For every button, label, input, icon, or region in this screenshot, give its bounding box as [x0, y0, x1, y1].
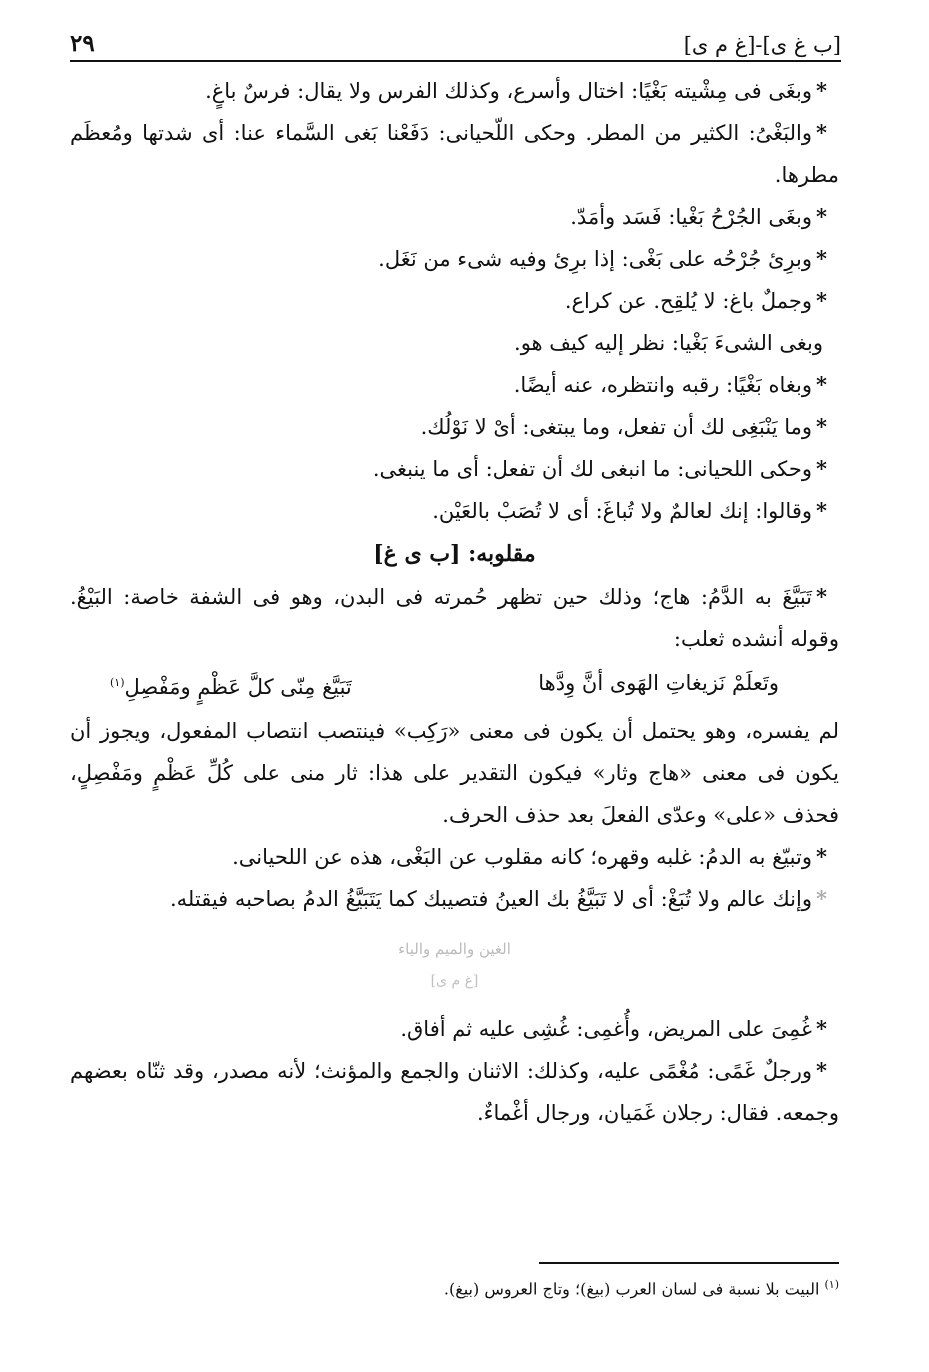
- entry-star: *: [816, 584, 827, 609]
- entry: [70, 448, 839, 490]
- entry: [70, 836, 839, 878]
- entry-text: والبَغْىُ: الكثير من المطر. وحكى اللّحيانى: دَفَعْنا بَغى السَّماء عنا: أى شدتها ومُعظَم مطرها.: [70, 121, 839, 187]
- entry-text: وما يَنْبَغِى لك أن تفعل، وما يبتغى: أىْ لا نَوْلُك.: [420, 415, 813, 439]
- spacer: [70, 920, 839, 932]
- entry-star: *: [816, 78, 827, 103]
- entry-text: وبرِئ جُرْحُه على بَغْى: إذا برِئ وفيه شىء من نَغَل.: [378, 247, 813, 271]
- footnote: [70, 1272, 839, 1302]
- footnote-rule: [539, 1262, 839, 1264]
- verse-second-hemistich-text: تَبَيَّغ مِنّى كلَّ عَظْمٍ ومَفْصِلِ: [124, 675, 352, 699]
- entry: [70, 364, 839, 406]
- entry-text: غُمِىَ على المريض، وأُغمِى: غُشِى عليه ثم أفاق.: [400, 1017, 813, 1041]
- entry-text: وبغاه بَغْيًا: رقبه وانتظره، عنه أيضًا.: [513, 373, 813, 397]
- entry-text: وبغَى الجُرْحُ بَغْيا: فَسَد وأمَدّ.: [570, 205, 813, 229]
- entry-star: *: [816, 204, 827, 229]
- verse-first-hemistich: وتَعلَمْ نَزيغاتِ الهَوى أنَّ وِدَّها: [538, 671, 779, 695]
- entry-star: *: [816, 1058, 827, 1083]
- entry-text: وتبيّغ به الدمُ: غلبه وقهره؛ كانه مقلوب عن البَغْى، هذه عن اللحيانى.: [232, 845, 813, 869]
- footnote-text: البيت بلا نسبة فى لسان العرب (بيغ)؛ وتاج العروس (بيغ).: [443, 1279, 820, 1299]
- entry-text: وجملٌ باغ: لا يُلقِح. عن كراع.: [564, 289, 813, 313]
- entry-star: *: [816, 246, 827, 271]
- entry-star: *: [816, 372, 827, 397]
- section-subheading: مقلوبه: [ب ى غ]: [373, 541, 536, 567]
- entry-star: *: [816, 456, 827, 481]
- spacer: [70, 996, 839, 1008]
- page-number: ٢٩: [70, 30, 95, 57]
- entry-text: وإنك عالم ولا تُبَغْ: أى لا تَبَيَّغُ بك العينُ فتصيبك كما يَتَبَيَّغُ الدمُ بصاحبه فيقتله.: [169, 887, 813, 911]
- entry-text: ورجلٌ غَمًى: مُغْمًى عليه، وكذلك: الاثنان والجمع والمؤنث؛ لأنه مصدر، وقد ثنّاه بعضهم وجمعه. فقال: رجلان غَمَيان، ورجال أغْماءٌ.: [70, 1059, 839, 1125]
- footnote-marker: (١): [824, 1278, 839, 1291]
- entry-text: وقالوا: إنك لعالمٌ ولا تُباغَ: أى لا تُصَبْ بالعَيْن.: [432, 499, 813, 523]
- entry-star: *: [816, 498, 827, 523]
- entry-star: *: [816, 1016, 827, 1041]
- running-head: [ب غ ى]-[غ م ى]: [683, 33, 841, 57]
- entry: [70, 406, 839, 448]
- entry: [70, 322, 839, 364]
- entry: [70, 576, 839, 660]
- entry-text: وبغى الشىءَ بَغْيا: نظر إليه كيف هو.: [514, 331, 823, 355]
- entry: [70, 112, 839, 196]
- entry-text: تَبَيَّغَ به الدَّمُ: هاج؛ وذلك حين تظهر حُمرته فى البدن، وهو فى الشفة خاصة: البَيْغُ. وقوله أنشده ثعلب:: [70, 585, 839, 651]
- entry: [70, 70, 839, 112]
- page-header: [70, 24, 841, 62]
- entry-text: وحكى اللحيانى: ما انبغى لك أن تفعل: أى ما ينبغى.: [372, 457, 813, 481]
- entry-star: *: [816, 414, 827, 439]
- faded-root-heading: [غ م ى]: [430, 973, 479, 989]
- entry-text: وبغَى فى مِشْيته بَغْيًا: اختال وأسرع، وكذلك الفرس ولا يقال: فرسٌ باغٍ.: [205, 79, 813, 103]
- entry-star: *: [816, 120, 827, 145]
- entry: [70, 490, 839, 532]
- entry: [70, 196, 839, 238]
- footnote-reference: (١): [110, 676, 125, 689]
- verse-second-hemistich: [110, 660, 352, 710]
- commentary-paragraph: لم يفسره، وهو يحتمل أن يكون فى معنى «رَكِب» فينتصب انتصاب المفعول، ويجوز أن يكون فى معنى «هاج وثار» فيكون التقدير على هذا: ثار منى على كُلِّ عَظْمٍ ومَفْصِلٍ، فحذف «على» وعدّى الفعلَ بعد حذف الحرف.: [70, 719, 839, 827]
- entry: [70, 280, 839, 322]
- entry: [70, 878, 839, 920]
- entry-star: *: [816, 886, 827, 911]
- entry-star: *: [816, 288, 827, 313]
- faded-section-heading: الغين والميم والياء: [398, 940, 511, 958]
- entry: [70, 1008, 839, 1050]
- entry: [70, 1050, 839, 1134]
- entry: [70, 238, 839, 280]
- page-body: [70, 70, 839, 1134]
- poetry-verse: [70, 660, 839, 710]
- entry-star: *: [816, 844, 827, 869]
